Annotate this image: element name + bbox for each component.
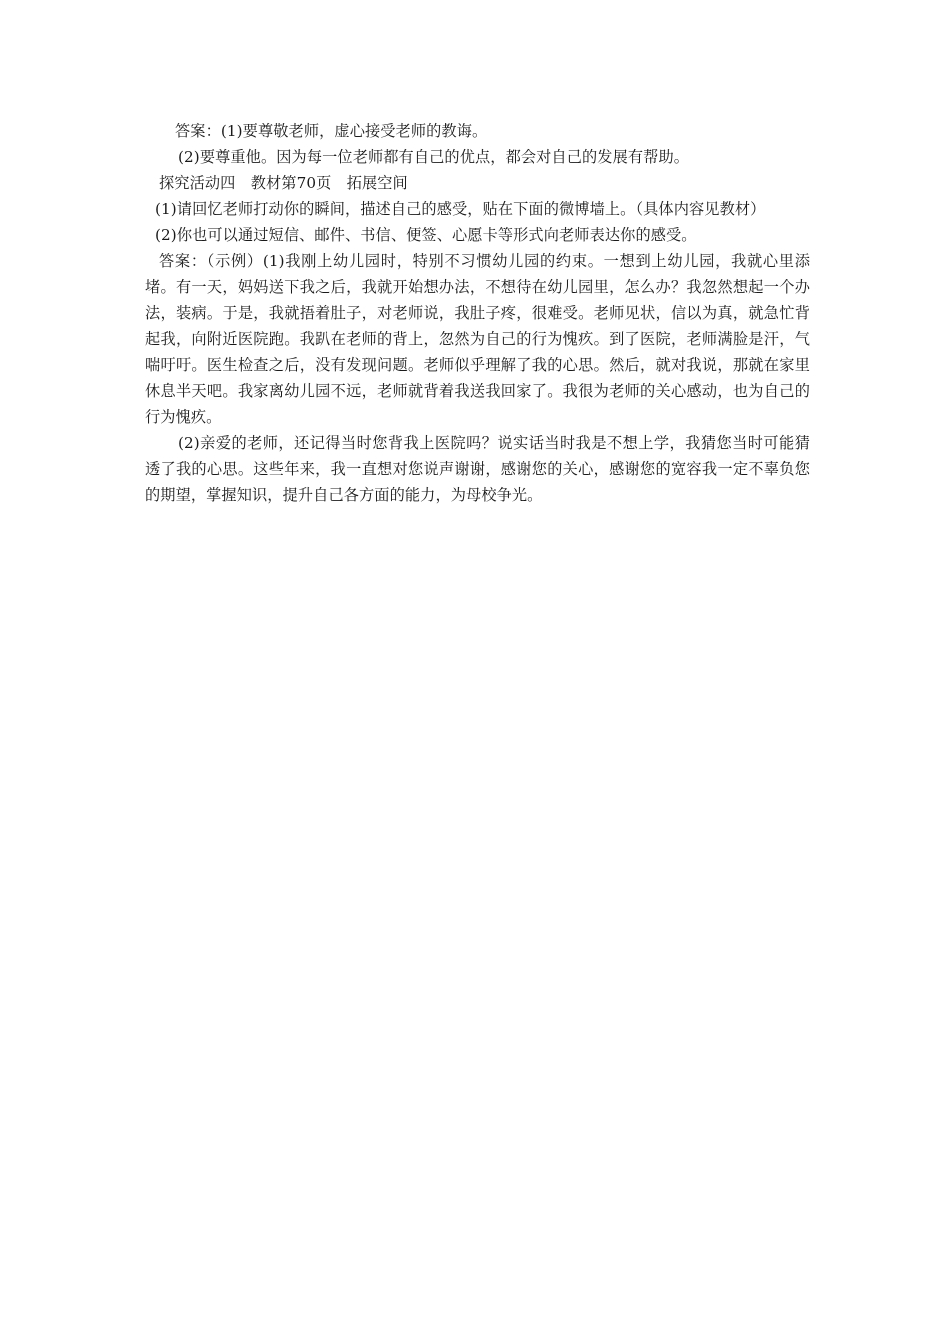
task-2: (2)你也可以通过短信、邮件、书信、便签、心愿卡等形式向老师表达你的感受。 xyxy=(155,226,697,244)
example-answer-1: 答案：（示例）(1)我刚上幼儿园时，特别不习惯幼儿园的约束。一想到上幼儿园，我就心里添堵。有一天，妈妈送下我之后，我就开始想办法，不想待在幼儿园里，怎么办？我忽然想起一个办法，装病。于是，我就捂着肚子，对老师说，我肚子疼，很难受。老师见状，信以为真，就急忙背起我，向附近医院跑。我趴在老师的背上，忽然为自己的行为愧疚。到了医院，老师满脸是汗，气喘吁吁。医生检查之后，没有发现问题。老师似乎理解了我的心思。然后，就对我说，那就在家里休息半天吧。我家离幼儿园不远，老师就背着我送我回家了。我很为老师的关心感动，也为自己的行为愧疚。 xyxy=(145,252,810,426)
activity-heading: 探究活动四 教材第70页 拓展空间 xyxy=(159,174,408,192)
answer-paragraph-2: (2)要尊重他。因为每一位老师都有自己的优点，都会对自己的发展有帮助。 xyxy=(178,148,690,166)
answer-paragraph-1: 答案：(1)要尊敬老师，虚心接受老师的教诲。 xyxy=(175,122,488,140)
document-body xyxy=(145,118,810,508)
example-answer-2: (2)亲爱的老师，还记得当时您背我上医院吗？说实话当时我是不想上学，我猜您当时可能猜透了我的心思。这些年来，我一直想对您说声谢谢，感谢您的关心，感谢您的宽容我一定不辜负您的期望，掌握知识，提升自己各方面的能力，为母校争光。 xyxy=(145,434,810,504)
task-1: (1)请回忆老师打动你的瞬间，描述自己的感受，贴在下面的微博墙上。（具体内容见教材） xyxy=(155,200,766,218)
